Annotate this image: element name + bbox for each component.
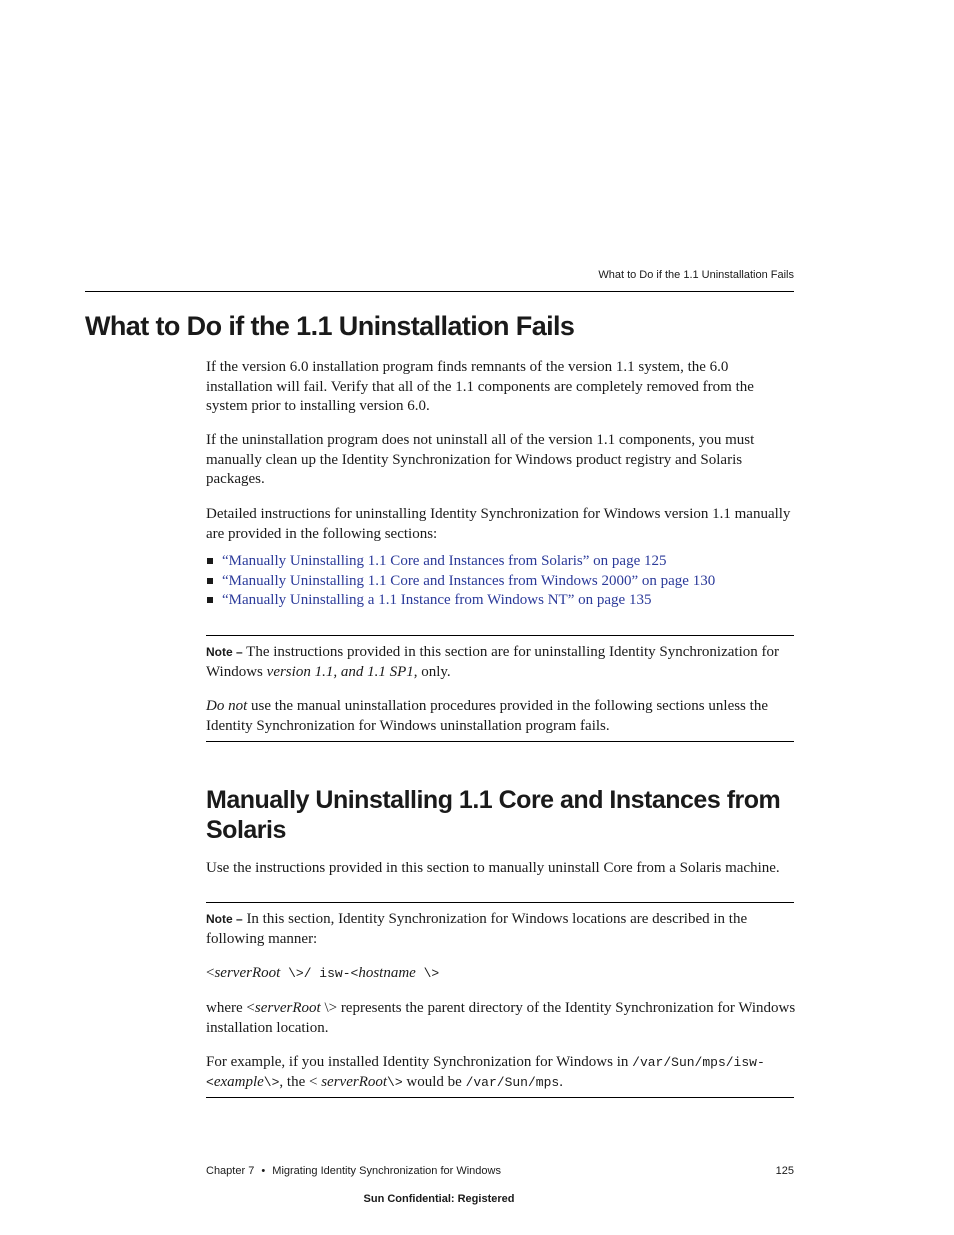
list-item — [206, 552, 715, 572]
path-template: <serverRoot \>/ isw-<hostname \> — [206, 965, 440, 981]
paragraph-cleanup: If the uninstallation program does not uninstall all of the version 1.1 components, you must manually clean up the Identity Synchronization for Windows product registry and Solaris packages. — [206, 432, 755, 487]
paragraph-server-root: where <serverRoot \> represents the parent directory of the Identity Synchronization for Windows installation location. — [206, 1000, 796, 1036]
note-label: Note – — [206, 912, 243, 926]
paragraph-remnants: If the version 6.0 installation program finds remnants of the version 1.1 system, the 6.0 installation will fail. Verify that all of the 1.1 components are completely removed from the system prior to installing version 6.0. — [206, 359, 754, 414]
confidential-notice: Sun Confidential: Registered — [363, 1193, 515, 1205]
section-title: What to Do if the 1.1 Uninstallation Fails — [85, 311, 575, 341]
section-link-list — [206, 552, 715, 611]
note2-top-rule — [206, 902, 794, 903]
paragraph-example: For example, if you installed Identity Synchronization for Windows in /var/Sun/mps/isw-<example\>, the < serverRoot\> would be /var/Sun/mps. — [206, 1054, 765, 1090]
link-windows2000-section[interactable]: “Manually Uninstalling 1.1 Core and Instances from Windows 2000” on page 130 — [222, 572, 716, 589]
note-label: Note – — [206, 645, 243, 659]
note-version: Note – The instructions provided in this section are for uninstalling Identity Synchronization for Windows version 1.1, and 1.1 SP1, only. — [206, 644, 779, 680]
header-rule — [85, 291, 794, 292]
page-number: 125 — [775, 1165, 794, 1177]
note2-bottom-rule — [206, 1097, 794, 1098]
footer-chapter: Chapter 7 • Migrating Identity Synchronization for Windows — [206, 1165, 501, 1177]
bullet-icon — [207, 558, 213, 564]
link-solaris-section[interactable]: “Manually Uninstalling 1.1 Core and Instances from Solaris” on page 125 — [222, 553, 667, 569]
paragraph-instructions: Detailed instructions for uninstalling Identity Synchronization for Windows version 1.1 manually are provided in the following sections: — [206, 506, 791, 542]
link-windowsnt-section[interactable]: “Manually Uninstalling a 1.1 Instance from Windows NT” on page 135 — [222, 592, 652, 608]
note-top-rule — [206, 635, 794, 636]
paragraph-solaris-intro: Use the instructions provided in this section to manually uninstall Core from a Solaris machine. — [206, 860, 780, 876]
bullet-icon — [207, 578, 213, 584]
note-locations: Note – In this section, Identity Synchronization for Windows locations are described in the following manner: — [206, 911, 748, 947]
subsection-title: Manually Uninstalling 1.1 Core and Instances from Solaris — [206, 786, 781, 844]
note-bottom-rule — [206, 741, 794, 742]
list-item — [206, 591, 715, 611]
bullet-icon — [207, 597, 213, 603]
running-head: What to Do if the 1.1 Uninstallation Fails — [598, 269, 794, 281]
list-item — [206, 572, 715, 592]
note-warning: Do not use the manual uninstallation procedures provided in the following sections unless the Identity Synchronization for Windows uninstallation program fails. — [206, 698, 768, 734]
